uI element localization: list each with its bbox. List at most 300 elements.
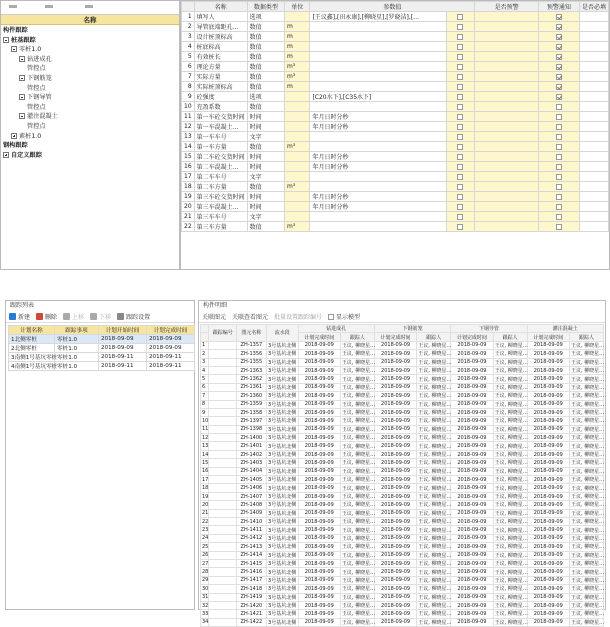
planned-finish-cell[interactable]: 2018-09-09 [374,618,416,626]
component-row[interactable] [201,341,604,349]
param-name[interactable]: 实际桩顶标高 [194,82,247,92]
tracker-cell[interactable]: 王议, 柳晓星… [341,393,376,400]
tracker-cell[interactable]: 王议, 柳晓星… [494,494,528,500]
planned-finish-cell[interactable]: 2018-09-09 [527,559,569,567]
warn-checkbox[interactable] [457,154,463,160]
planned-finish-cell[interactable]: 2018-09-09 [451,383,493,391]
param-value[interactable] [310,102,446,112]
comp-column-header[interactable]: 图元名称 [237,325,267,342]
tracker-cell[interactable]: 王议, 柳晓星… [494,527,528,534]
tracker-cell[interactable]: 王议, 柳晓星… [570,393,605,400]
plan-cell[interactable]: 2018-09-09 [147,335,195,344]
planned-finish-cell[interactable]: 2018-09-09 [527,484,569,492]
tracker-cell[interactable]: 王议, 柳晓星… [418,586,452,593]
required-checkbox[interactable] [556,74,562,80]
planned-finish-cell[interactable]: 2018-09-09 [451,526,493,534]
warn-cell[interactable] [446,32,475,42]
tracker-cell[interactable]: 王议, 柳晓星… [341,552,376,559]
tracker-cell[interactable]: 王议, 柳晓星… [494,577,528,584]
component-row[interactable] [201,484,604,492]
element-name[interactable]: ZH-1401 [237,442,267,450]
warn-notify[interactable] [475,112,538,122]
tracker-cell[interactable]: 王议, 柳晓星… [494,443,528,450]
warn-notify[interactable] [475,82,538,92]
tracker-cell[interactable]: 王议, 柳晓星… [341,443,376,450]
comp-toolbar-button[interactable] [202,312,226,321]
param-row[interactable] [182,62,609,72]
required-checkbox[interactable] [556,224,562,230]
component-row[interactable] [201,366,604,374]
required-cell[interactable] [538,62,579,72]
planned-finish-cell[interactable]: 2018-09-09 [298,341,340,349]
planned-finish-cell[interactable]: 2018-09-09 [374,568,416,576]
tracking-number[interactable] [209,476,237,484]
planned-finish-cell[interactable]: 2018-09-09 [374,434,416,442]
tracker-cell[interactable]: 王议, 柳晓星… [494,619,528,626]
tracker-cell[interactable]: 王议, 柳晓星… [341,359,376,366]
tracker-cell[interactable]: 王议, 柳晓星… [570,376,605,383]
param-unit[interactable] [285,172,310,182]
planned-finish-cell[interactable]: 2018-09-09 [374,585,416,593]
param-column-header[interactable]: 单位 [285,2,310,12]
required-checkbox[interactable] [556,154,562,160]
warn-cell[interactable] [446,42,475,52]
param-name[interactable]: 第二车方量 [194,182,247,192]
required-cell[interactable] [538,172,579,182]
param-value[interactable]: 年月日时分秒 [310,192,446,202]
planned-finish-cell[interactable]: 2018-09-09 [451,543,493,551]
planned-finish-cell[interactable]: 2018-09-09 [298,534,340,542]
tracker-cell[interactable]: 王议, 柳晓星… [341,426,376,433]
tracking-number[interactable] [209,408,237,416]
planned-finish-cell[interactable]: 2018-09-09 [298,350,340,358]
warn-checkbox[interactable] [457,224,463,230]
warn-notify[interactable] [475,182,538,192]
warn-cell[interactable] [446,62,475,72]
param-type[interactable]: 文字 [247,172,284,182]
required-checkbox[interactable] [556,44,562,50]
tracking-number[interactable] [209,392,237,400]
param-name[interactable]: 第一车混凝土… [194,122,247,132]
param-type[interactable]: 时间 [247,112,284,122]
planned-finish-cell[interactable]: 2018-09-09 [374,543,416,551]
param-value[interactable] [310,142,446,152]
planned-finish-cell[interactable]: 2018-09-09 [527,392,569,400]
planned-finish-cell[interactable]: 2018-09-09 [527,601,569,609]
tracker-cell[interactable]: 王议, 柳晓星… [341,468,376,475]
param-row[interactable] [182,92,609,102]
tracker-cell[interactable]: 王议, 柳晓星… [570,435,605,442]
planned-finish-cell[interactable]: 2018-09-09 [451,450,493,458]
component-row[interactable] [201,576,604,584]
collapse-icon[interactable] [19,113,25,119]
plan-cell[interactable]: 2018-09-11 [99,362,147,371]
planned-finish-cell[interactable]: 2018-09-09 [298,383,340,391]
element-name[interactable]: ZH-1408 [237,501,267,509]
param-unit[interactable] [285,132,310,142]
tracker-cell[interactable]: 王议, 柳晓星… [418,619,452,626]
tracker-cell[interactable]: 王议, 柳晓星… [570,477,605,484]
element-name[interactable]: ZH-1414 [237,551,267,559]
param-value[interactable] [310,42,446,52]
element-name[interactable]: ZH-1363 [237,366,267,374]
tracker-cell[interactable]: 王议, 柳晓星… [494,401,528,408]
param-row[interactable] [182,122,609,132]
tracker-cell[interactable]: 王议, 柳晓星… [494,569,528,576]
planned-finish-cell[interactable]: 2018-09-09 [527,383,569,391]
param-unit[interactable]: m³ [285,222,310,232]
plan-cell[interactable]: 2018-09-09 [99,344,147,353]
tracker-cell[interactable]: 王议, 柳晓星… [494,435,528,442]
planned-finish-cell[interactable]: 2018-09-09 [451,425,493,433]
planned-finish-cell[interactable]: 2018-09-09 [374,467,416,475]
planned-finish-cell[interactable]: 2018-09-09 [451,618,493,626]
tracker-cell[interactable]: 王议, 柳晓星… [418,552,452,559]
planned-finish-cell[interactable]: 2018-09-09 [298,568,340,576]
flow-section[interactable]: 3号基坑北侧 [268,611,297,618]
planned-finish-header[interactable]: 计划完成时间 [527,333,569,341]
tree-node[interactable] [3,151,42,160]
tracker-cell[interactable]: 王议, 柳晓星… [418,351,452,358]
param-unit[interactable]: m [285,82,310,92]
flow-section[interactable]: 3号基坑北侧 [268,452,297,459]
tree-node[interactable] [3,26,28,35]
tracker-cell[interactable]: 王议, 柳晓星… [418,519,452,526]
planned-finish-cell[interactable]: 2018-09-09 [374,459,416,467]
tracker-cell[interactable]: 王议, 柳晓星… [570,577,605,584]
tracker-header[interactable]: 跟踪人 [340,333,374,341]
param-type[interactable]: 文字 [247,212,284,222]
tracking-number[interactable] [209,425,237,433]
param-type[interactable]: 数值 [247,102,284,112]
warn-notify[interactable] [475,72,538,82]
planned-finish-cell[interactable]: 2018-09-09 [527,341,569,349]
collapse-icon[interactable] [19,94,25,100]
planned-finish-cell[interactable]: 2018-09-09 [298,618,340,626]
flow-section[interactable]: 3号基坑北侧 [268,393,297,400]
warn-notify[interactable] [475,62,538,72]
warn-notify[interactable] [475,122,538,132]
warn-checkbox[interactable] [457,24,463,30]
tracker-cell[interactable]: 王议, 柳晓星… [418,611,452,618]
planned-finish-cell[interactable]: 2018-09-09 [374,450,416,458]
tracker-cell[interactable]: 王议, 柳晓星… [341,485,376,492]
planned-finish-cell[interactable]: 2018-09-09 [451,534,493,542]
tree-node[interactable] [27,122,46,131]
toolbar-handle-icon[interactable] [45,5,53,8]
param-value[interactable]: 年月日时分秒 [310,112,446,122]
param-name[interactable]: 充盈系数 [194,102,247,112]
tracker-cell[interactable]: 王议, 柳晓星… [341,527,376,534]
planned-finish-cell[interactable]: 2018-09-09 [374,517,416,525]
warn-cell[interactable] [446,222,475,232]
tracker-cell[interactable]: 王议, 柳晓星… [494,603,528,610]
planned-finish-header[interactable]: 计划完成时间 [298,333,340,341]
tracking-number[interactable] [209,341,237,349]
tracker-cell[interactable]: 王议, 柳晓星… [570,359,605,366]
tracker-cell[interactable]: 王议, 柳晓星… [418,435,452,442]
tracker-cell[interactable]: 王议, 柳晓星… [341,603,376,610]
flow-section[interactable]: 3号基坑北侧 [268,519,297,526]
component-row[interactable] [201,492,604,500]
planned-finish-cell[interactable]: 2018-09-09 [298,517,340,525]
warn-notify[interactable] [475,42,538,52]
param-type[interactable]: 时间 [247,122,284,132]
param-row[interactable] [182,222,609,232]
flow-section[interactable]: 3号基坑北侧 [268,544,297,551]
planned-finish-cell[interactable]: 2018-09-09 [527,610,569,618]
planned-finish-cell[interactable]: 2018-09-09 [451,509,493,517]
required-cell[interactable] [538,122,579,132]
flow-section[interactable]: 3号基坑北侧 [268,485,297,492]
param-row[interactable] [182,152,609,162]
plan-row[interactable] [9,362,195,371]
param-row[interactable] [182,142,609,152]
tracker-cell[interactable]: 王议, 柳晓星… [494,468,528,475]
planned-finish-cell[interactable]: 2018-09-09 [527,551,569,559]
planned-finish-cell[interactable]: 2018-09-09 [451,417,493,425]
tracker-cell[interactable]: 王议, 柳晓星… [570,368,605,375]
flow-section[interactable]: 3号基坑北侧 [268,342,297,349]
tracker-cell[interactable]: 王议, 柳晓星… [418,376,452,383]
warn-notify[interactable] [475,202,538,212]
plan-name[interactable] [9,335,55,344]
tracker-cell[interactable]: 王议, 柳晓星… [418,594,452,601]
plan-column-header[interactable]: 计划名称 [9,326,55,335]
element-name[interactable]: ZH-1404 [237,467,267,475]
warn-checkbox[interactable] [457,94,463,100]
warn-checkbox[interactable] [457,34,463,40]
tracker-cell[interactable]: 王议, 柳晓星… [494,510,528,517]
component-row[interactable] [201,459,604,467]
param-type[interactable]: 数值 [247,182,284,192]
element-name[interactable]: ZH-1360 [237,392,267,400]
planned-finish-cell[interactable]: 2018-09-09 [451,341,493,349]
planned-finish-cell[interactable]: 2018-09-09 [298,459,340,467]
warn-checkbox[interactable] [457,64,463,70]
plan-cell[interactable]: 零桩1.0 [55,335,99,344]
toolbar-handle-icon[interactable] [9,5,17,8]
tracker-cell[interactable]: 王议, 柳晓星… [418,477,452,484]
planned-finish-cell[interactable]: 2018-09-09 [374,425,416,433]
param-row[interactable] [182,12,609,22]
warn-checkbox[interactable] [457,164,463,170]
planned-finish-cell[interactable]: 2018-09-09 [527,417,569,425]
param-name[interactable]: 实际方量 [194,72,247,82]
flow-section[interactable]: 3号基坑北侧 [268,426,297,433]
tracker-cell[interactable]: 王议, 柳晓星… [418,460,452,467]
tracker-cell[interactable]: 王议, 柳晓星… [418,485,452,492]
param-unit[interactable] [285,202,310,212]
flow-section[interactable]: 3号基坑北侧 [268,494,297,500]
param-type[interactable]: 选项 [247,92,284,102]
planned-finish-cell[interactable]: 2018-09-09 [451,358,493,366]
warn-notify[interactable] [475,162,538,172]
element-name[interactable]: ZH-1355 [237,358,267,366]
required-checkbox[interactable] [556,54,562,60]
param-unit[interactable] [285,192,310,202]
param-row[interactable] [182,162,609,172]
param-row[interactable] [182,42,609,52]
param-value[interactable] [310,52,446,62]
tracker-cell[interactable]: 王议, 柳晓星… [418,577,452,584]
element-name[interactable]: ZH-1357 [237,341,267,349]
tracker-cell[interactable]: 王议, 柳晓星… [418,426,452,433]
tracker-cell[interactable]: 王议, 柳晓星… [341,351,376,358]
planned-finish-cell[interactable]: 2018-09-09 [527,509,569,517]
warn-cell[interactable] [446,152,475,162]
tracker-cell[interactable]: 王议, 柳晓星… [570,552,605,559]
tracker-cell[interactable]: 王议, 柳晓星… [494,586,528,593]
param-unit[interactable]: m³ [285,62,310,72]
warn-notify[interactable] [475,12,538,22]
component-row[interactable] [201,350,604,358]
warn-notify[interactable] [475,222,538,232]
tracker-cell[interactable]: 王议, 柳晓星… [570,410,605,417]
tracker-cell[interactable]: 王议, 柳晓星… [570,342,605,349]
required-checkbox[interactable] [556,124,562,130]
tracker-cell[interactable]: 王议, 柳晓星… [418,502,452,509]
element-name[interactable]: ZH-1406 [237,484,267,492]
planned-finish-cell[interactable]: 2018-09-09 [374,408,416,416]
planned-finish-cell[interactable]: 2018-09-09 [527,517,569,525]
tracker-cell[interactable]: 王议, 柳晓星… [418,527,452,534]
tree-node[interactable] [11,132,41,141]
param-unit[interactable] [285,162,310,172]
component-row[interactable] [201,526,604,534]
element-name[interactable]: ZH-1416 [237,568,267,576]
tracker-cell[interactable]: 王议, 柳晓星… [341,594,376,601]
warn-checkbox[interactable] [457,124,463,130]
planned-finish-cell[interactable]: 2018-09-09 [451,392,493,400]
tracking-number[interactable] [209,618,237,626]
planned-finish-cell[interactable]: 2018-09-09 [527,476,569,484]
param-row[interactable] [182,112,609,122]
planned-finish-cell[interactable]: 2018-09-09 [374,501,416,509]
required-cell[interactable] [538,212,579,222]
component-row[interactable] [201,501,604,509]
param-column-header[interactable]: 是否预警 [475,2,538,12]
planned-finish-cell[interactable]: 2018-09-09 [374,400,416,408]
tracking-number[interactable] [209,366,237,374]
element-name[interactable]: ZH-1420 [237,601,267,609]
element-name[interactable]: ZH-1362 [237,375,267,383]
plan-row[interactable] [9,335,195,344]
component-row[interactable] [201,509,604,517]
tracker-cell[interactable]: 王议, 柳晓星… [341,342,376,349]
param-column-header[interactable]: 预警通知 [538,2,579,12]
tracking-number[interactable] [209,350,237,358]
param-value[interactable] [310,82,446,92]
planned-finish-cell[interactable]: 2018-09-09 [527,434,569,442]
param-value[interactable]: 年月日时分秒 [310,152,446,162]
tracker-cell[interactable]: 王议, 柳晓星… [494,376,528,383]
param-value[interactable]: [王议鑫],[田永康],[柳晓星],[罗晓洁],[… [310,12,446,22]
tree-node[interactable] [19,93,52,102]
component-row[interactable] [201,601,604,609]
collapse-icon[interactable] [19,56,25,62]
param-type[interactable]: 数值 [247,222,284,232]
planned-finish-cell[interactable]: 2018-09-09 [298,601,340,609]
param-row[interactable] [182,182,609,192]
element-name[interactable]: ZH-1409 [237,509,267,517]
tracker-cell[interactable]: 王议, 柳晓星… [341,460,376,467]
tracker-cell[interactable]: 王议, 柳晓星… [341,368,376,375]
param-name[interactable]: 桩底标高 [194,42,247,52]
component-row[interactable] [201,383,604,391]
param-unit[interactable]: m [285,52,310,62]
param-value[interactable] [310,32,446,42]
planned-finish-cell[interactable]: 2018-09-09 [527,501,569,509]
required-cell[interactable] [538,162,579,172]
tracker-cell[interactable]: 王议, 柳晓星… [494,368,528,375]
flow-section[interactable]: 3号基坑北侧 [268,502,297,509]
tracker-cell[interactable]: 王议, 柳晓星… [494,410,528,417]
planned-finish-cell[interactable]: 2018-09-09 [374,476,416,484]
warn-notify[interactable] [475,132,538,142]
tracker-cell[interactable]: 王议, 柳晓星… [341,494,376,500]
planned-finish-cell[interactable]: 2018-09-09 [451,476,493,484]
required-cell[interactable] [538,142,579,152]
flow-section[interactable]: 3号基坑北侧 [268,603,297,610]
param-unit[interactable]: m [285,42,310,52]
planned-finish-cell[interactable]: 2018-09-09 [527,350,569,358]
component-row[interactable] [201,559,604,567]
tracking-number[interactable] [209,450,237,458]
param-value[interactable] [310,212,446,222]
flow-section[interactable]: 3号基坑北侧 [268,527,297,534]
tracker-cell[interactable]: 王议, 柳晓星… [341,619,376,626]
tracker-cell[interactable]: 王议, 柳晓星… [570,527,605,534]
flow-section[interactable]: 3号基坑北侧 [268,460,297,467]
tracker-cell[interactable]: 王议, 柳晓星… [494,544,528,551]
planned-finish-cell[interactable]: 2018-09-09 [298,467,340,475]
planned-finish-cell[interactable]: 2018-09-09 [451,593,493,601]
planned-finish-cell[interactable]: 2018-09-09 [451,442,493,450]
planned-finish-cell[interactable]: 2018-09-09 [298,358,340,366]
planned-finish-cell[interactable]: 2018-09-09 [298,492,340,500]
plan-cell[interactable]: 零桩1.0 [55,344,99,353]
param-unit[interactable] [285,112,310,122]
comp-toolbar-button[interactable] [274,312,322,321]
plan-cell[interactable]: 零桩1.0 [55,353,99,362]
param-type[interactable]: 数值 [247,22,284,32]
warn-cell[interactable] [446,122,475,132]
component-row[interactable] [201,467,604,475]
warn-checkbox[interactable] [457,14,463,20]
planned-finish-cell[interactable]: 2018-09-09 [527,534,569,542]
warn-cell[interactable] [446,52,475,62]
flow-section[interactable]: 3号基坑北侧 [268,561,297,568]
tracker-cell[interactable]: 王议, 柳晓星… [341,535,376,542]
planned-finish-cell[interactable]: 2018-09-09 [527,425,569,433]
param-column-header[interactable]: 是否必填 [579,2,608,12]
tracking-number[interactable] [209,610,237,618]
tracker-cell[interactable]: 王议, 柳晓星… [494,393,528,400]
tree-node[interactable] [11,45,41,54]
planned-finish-cell[interactable]: 2018-09-09 [298,417,340,425]
required-checkbox[interactable] [556,104,562,110]
plan-column-header[interactable]: 计划完成时间 [147,326,195,335]
planned-finish-cell[interactable]: 2018-09-09 [451,551,493,559]
param-name[interactable]: 第三车砼交货时间 [194,192,247,202]
param-type[interactable]: 时间 [247,202,284,212]
warn-checkbox[interactable] [457,74,463,80]
required-cell[interactable] [538,82,579,92]
element-name[interactable]: ZH-1402 [237,450,267,458]
tracker-cell[interactable]: 王议, 柳晓星… [570,460,605,467]
tracker-cell[interactable]: 王议, 柳晓星… [494,351,528,358]
